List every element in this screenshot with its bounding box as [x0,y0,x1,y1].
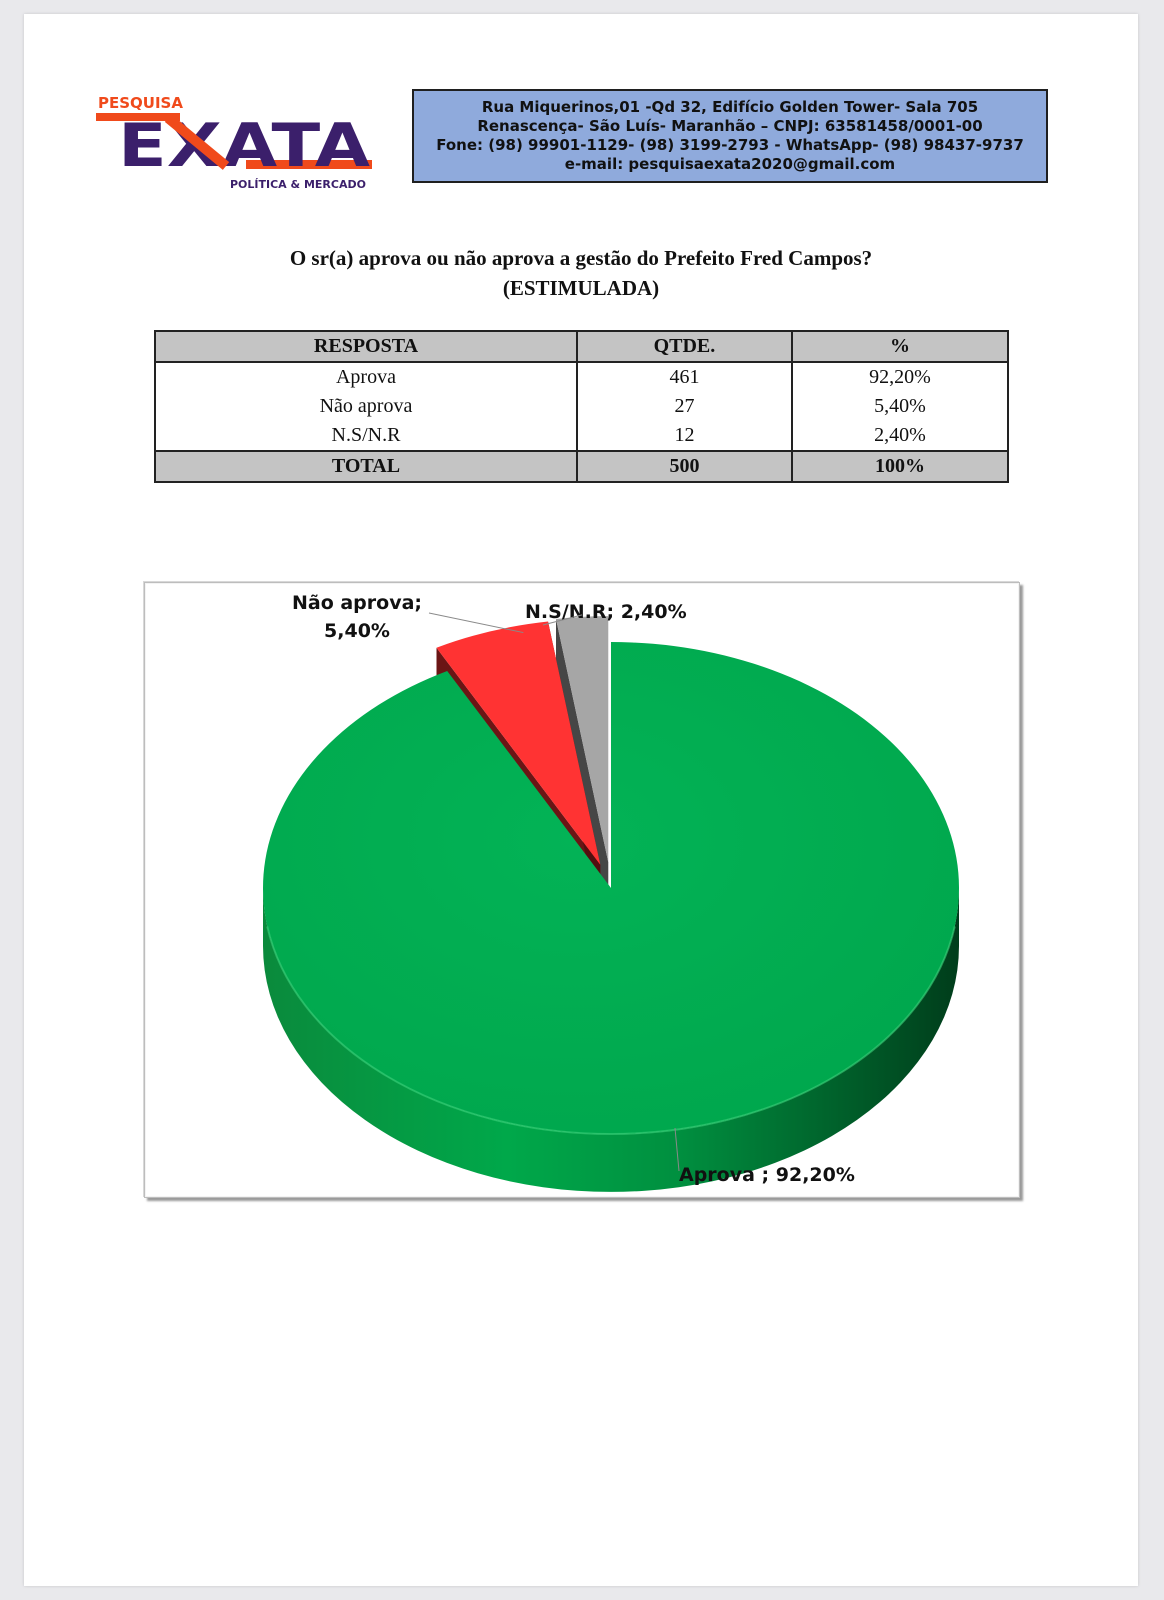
table-row [155,421,1008,451]
pie-chart [145,583,1021,1199]
cell-resposta: Aprova [155,362,577,392]
cell-percent: 92,20% [792,362,1008,392]
cell-resposta: Não aprova [155,392,577,421]
total-label: TOTAL [155,451,577,482]
header-qtde: QTDE. [577,331,792,362]
company-logo [96,84,396,194]
pie-slice-aprova [263,642,959,1192]
total-percent: 100% [792,451,1008,482]
cell-resposta: N.S/N.R [155,421,577,451]
nao-aprova-label: Não aprova; [291,592,423,614]
nao-aprova-leader-line [429,613,523,633]
address-line: Renascença- São Luís- Maranhão – CNPJ: 63581458/0001-00 [477,117,983,135]
cell-qtde: 461 [577,362,792,392]
phone-line: Fone: (98) 99901-1129- (98) 3199-2793 - WhatsApp- (98) 98437-9737 [436,136,1024,154]
table-row [155,362,1008,392]
table-row [155,392,1008,421]
logo-main-text: EXATA [118,111,371,181]
address-line: Rua Miquerinos,01 -Qd 32, Edifício Golden Tower- Sala 705 [481,98,979,116]
contact-info-box [412,89,1048,183]
header-resposta: RESPOSTA [155,331,577,362]
cell-percent: 5,40% [792,392,1008,421]
question-subtitle: (ESTIMULADA) [502,276,660,300]
report-page [24,14,1138,1586]
pie-chart-frame [144,582,1020,1198]
cell-percent: 2,40% [792,421,1008,451]
slice-top [263,642,959,1134]
cell-qtde: 12 [577,421,792,451]
total-qtde: 500 [577,451,792,482]
table-header-row [155,331,1008,362]
header-percent: % [792,331,1008,362]
logo-sub-text: POLÍTICA & MERCADO [230,178,366,191]
logo-top-text: PESQUISA [98,94,183,112]
question-title: O sr(a) aprova ou não aprova a gestão do Prefeito Fred Campos? [289,246,873,270]
nao-aprova-value: 5,40% [324,620,390,642]
aprova-label: Aprova ; 92,20% [679,1164,855,1186]
nsnr-label: N.S/N.R; 2,40% [525,601,687,623]
results-table [154,330,1009,483]
table-total-row [155,451,1008,482]
cell-qtde: 27 [577,392,792,421]
logo-graphic [96,84,396,194]
email-line: e-mail: pesquisaexata2020@gmail.com [564,155,896,173]
